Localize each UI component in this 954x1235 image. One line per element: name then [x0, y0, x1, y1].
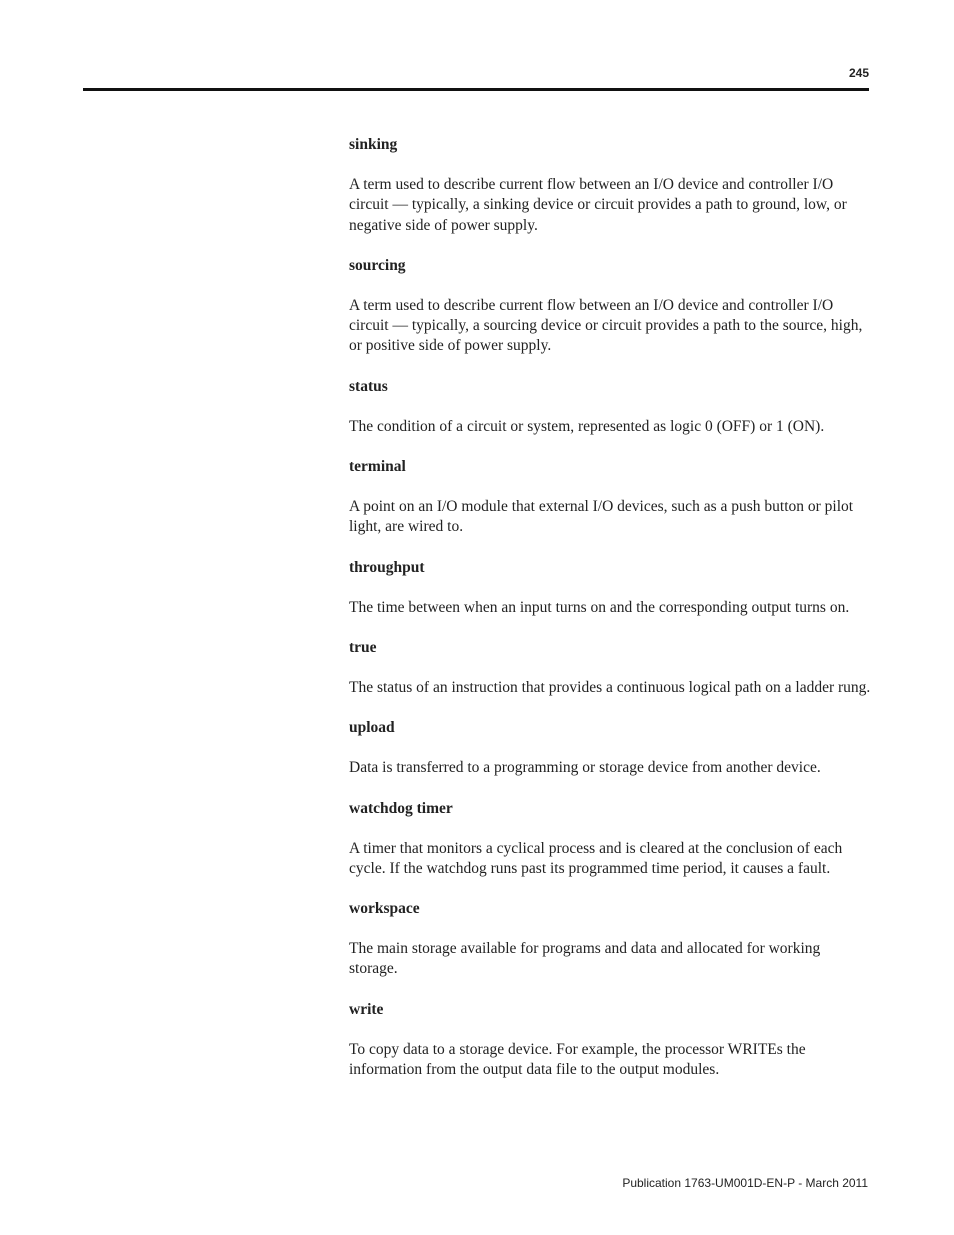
glossary-entry-upload: [349, 718, 871, 778]
publication-footer: Publication 1763-UM001D-EN-P - March 2011: [622, 1176, 868, 1190]
definition: Data is transferred to a programming or storage device from another device.: [349, 759, 821, 777]
definition: A timer that monitors a cyclical process and is cleared at the conclusion of each cycle. If the watchdog runs past its programmed time period, it causes a fault.: [349, 839, 843, 877]
term: terminal: [349, 458, 406, 476]
glossary-entry-sourcing: [349, 256, 871, 357]
glossary-entry-status: [349, 377, 871, 437]
glossary-list: [349, 135, 871, 1100]
definition: The time between when an input turns on and the corresponding output turns on.: [349, 598, 850, 616]
glossary-entry-watchdog-timer: [349, 799, 871, 880]
term: throughput: [349, 558, 425, 576]
definition: A term used to describe current flow between an I/O device and controller I/O circuit — typically, a sinking device or circuit provides a path to ground, low, or negative side of power supply.: [349, 176, 847, 234]
glossary-entry-true: [349, 638, 871, 698]
term: watchdog timer: [349, 799, 453, 817]
definition: The main storage available for programs and data and allocated for working storage.: [349, 940, 821, 978]
glossary-entry-sinking: [349, 135, 871, 236]
definition: A term used to describe current flow between an I/O device and controller I/O circuit — typically, a sourcing device or circuit provides a path to the source, high, or positive side of power supply.: [349, 296, 863, 355]
glossary-entry-workspace: [349, 899, 871, 980]
glossary-entry-write: [349, 1000, 871, 1081]
glossary-entry-throughput: [349, 558, 871, 618]
definition: The status of an instruction that provides a continuous logical path on a ladder rung.: [349, 678, 871, 696]
definition: The condition of a circuit or system, represented as logic 0 (OFF) or 1 (ON).: [349, 417, 825, 435]
definition: To copy data to a storage device. For example, the processor WRITEs the information from the output data file to the output modules.: [349, 1040, 806, 1079]
term: upload: [349, 719, 395, 737]
term: workspace: [349, 900, 420, 918]
definition: A point on an I/O module that external I/O devices, such as a push button or pilot light, are wired to.: [349, 498, 854, 536]
page-number: 245: [848, 66, 869, 80]
term: status: [349, 377, 388, 395]
term: write: [349, 1000, 384, 1018]
header-rule: [83, 88, 869, 91]
term: sourcing: [349, 256, 406, 274]
term: true: [349, 638, 377, 656]
term: sinking: [349, 136, 398, 153]
glossary-entry-terminal: [349, 457, 871, 538]
